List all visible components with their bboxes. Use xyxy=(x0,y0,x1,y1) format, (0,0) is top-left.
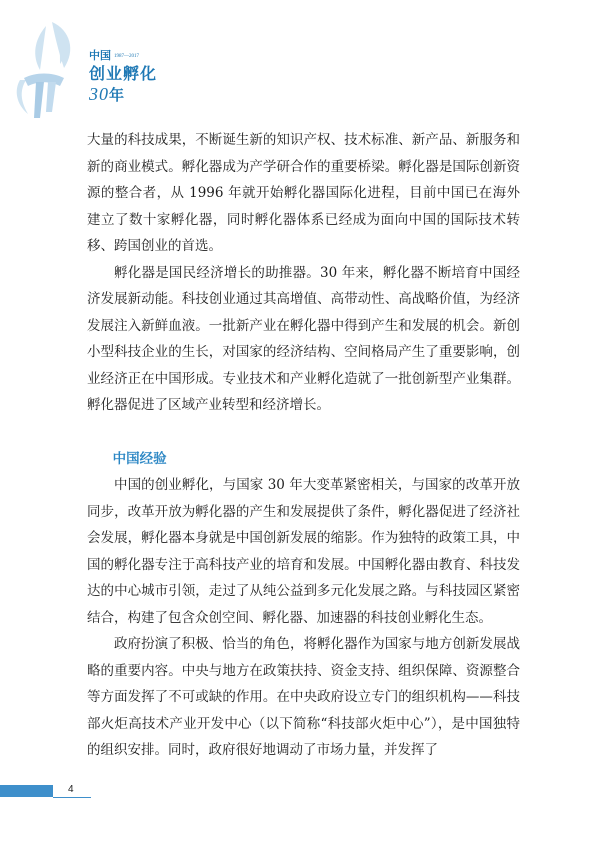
paragraph: 政府扮演了积极、恰当的角色，将孵化器作为国家与地方创新发展战略的重要内容。中央与地方在政策扶持、资金支持、组织保障、资源整合等方面发挥了不可或缺的作用。在中央政府设立专门的组织机构——科技部火炬高技术产业开发中心（以下简称“科技部火炬中心”），是中国独特的组织安排。同时，政府很好地调动了市场力量，并发挥了 xyxy=(87,636,520,758)
header-title: 创业孵化 xyxy=(89,63,158,83)
paragraph: 大量的科技成果，不断诞生新的知识产权、技术标准、新产品、新服务和新的商业模式。孵化器成为产学研合作的重要桥梁。孵化器是国际创新资源的整合者，从 1996 年就开始孵化器国际化进程，目前中国已在海外建立了数十家孵化器，同时孵化器体系已经成为面向中国的国际技术转移、跨国创业的首选。 xyxy=(87,132,520,254)
page-number: 4 xyxy=(68,784,74,795)
paragraph: 孵化器是国民经济增长的助推器。30 年来，孵化器不断培育中国经济发展新动能。科技创业通过其高增值、高带动性、高战略价值，为经济发展注入新鲜血液。一批新产业在孵化器中得到产生和发展的机会。新创小型科技企业的生长，对国家的经济结构、空间格局产生了重要影响，创业经济正在中国形成。专业技术和产业孵化造就了一批创新型产业集群。孵化器促进了区域产业转型和经济增长。 xyxy=(87,264,520,413)
header-anniversary-suffix: 年 xyxy=(109,85,126,104)
body-text xyxy=(87,127,520,764)
header-anniversary-number: 30 xyxy=(89,83,109,104)
paragraph: 中国的创业孵化，与国家 30 年大变革紧密相关，与国家的改革开放同步，改革开放为孵化器的产生和发展提供了条件，孵化器促进了经济社会发展，孵化器本身就是中国创新发展的缩影。作为独特的政策工具，中国的孵化器专注于高科技产业的培育和发展。中国孵化器由教育、科技发达的中心城市引领，走过了从纯公益到多元化发展之路。与科技园区紧密结合，构建了包含众创空间、孵化器、加速器的科技创业孵化生态。 xyxy=(87,477,520,626)
section-heading: 中国经验 xyxy=(112,450,167,467)
section-gap xyxy=(87,419,520,446)
header-anniversary xyxy=(89,84,157,105)
header-years: 1987—2017 xyxy=(114,53,139,59)
header-line1 xyxy=(89,49,157,63)
torch-logo-icon xyxy=(6,20,88,120)
header-country: 中国 xyxy=(89,49,111,62)
footer-bar xyxy=(0,785,53,797)
series-header xyxy=(89,49,157,105)
footer-rule xyxy=(53,797,91,798)
